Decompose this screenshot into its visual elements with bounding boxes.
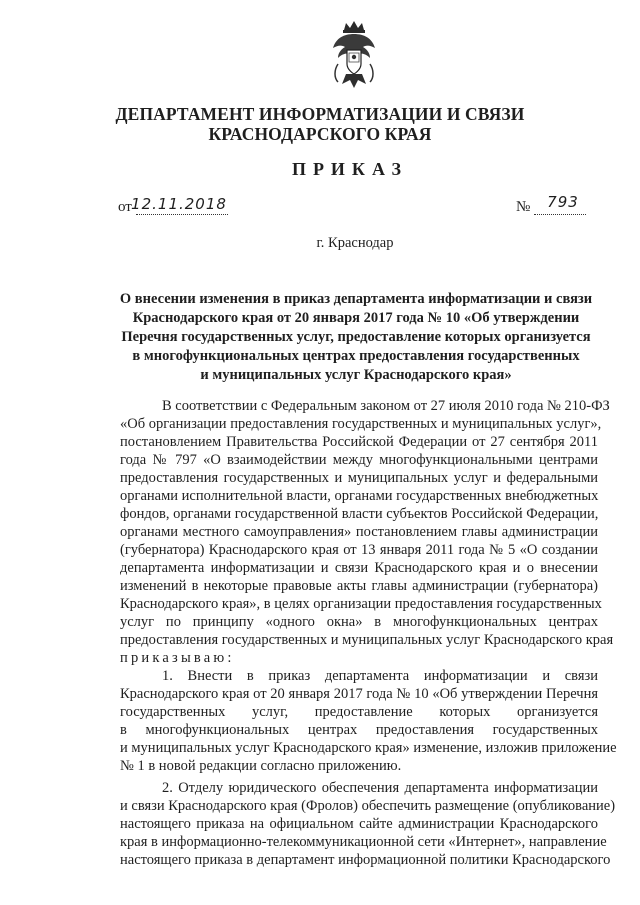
body-text-line: Краснодарского края», в целях организации предоставления государственных: [120, 596, 602, 612]
document-title-line: Перечня государственных услуг, предоставление которых организуется: [121, 329, 591, 345]
document-number: 793: [547, 193, 579, 211]
body-text-line: услуг по принципу «одного окна» в многофункциональных центрах: [120, 614, 598, 630]
clause-2-line: края в информационно-телекоммуникационной сети «Интернет», направление: [120, 834, 607, 850]
date-underline: [136, 214, 228, 215]
body-text-line: изменений в некоторые правовые акты главы администрации (губернатора): [120, 578, 598, 594]
clause-1-line: и муниципальных услуг Краснодарского края» изменение, изложив приложение: [120, 740, 617, 756]
body-text-line: органами исполнительной власти, органами государственных внебюджетных: [120, 488, 599, 504]
coat-of-arms-icon: [330, 20, 378, 92]
document-title-line: и муниципальных услуг Краснодарского края»: [200, 367, 512, 383]
document-title-line: О внесении изменения в приказ департамента информатизации и связи: [119, 291, 593, 307]
body-text-line: постановлением Правительства Российской Федерации от 27 сентября 2011: [120, 434, 598, 450]
document-title-line: в многофункциональных центрах предоставления государственных: [132, 348, 580, 364]
clause-1-line: государственных услуг, предоставление которых организуется: [120, 704, 598, 720]
number-underline: [534, 214, 586, 215]
clause-2-line: и связи Краснодарского края (Фролов) обеспечить размещение (опубликование): [120, 798, 616, 814]
clause-1-line: № 1 в новой редакции согласно приложению.: [120, 758, 402, 774]
city-name: г. Краснодар: [316, 235, 394, 251]
body-text-line: (губернатора) Краснодарского края от 13 января 2011 года № 5 «О создании: [120, 542, 598, 558]
body-text-line: предоставления государственных и муниципальных услуг и федеральными: [120, 470, 598, 486]
clause-1-line: 1. Внести в приказ департамента информатизации и связи: [162, 668, 598, 684]
clause-2-line: настоящего приказа на официальном сайте администрации Краснодарского: [120, 816, 598, 832]
clause-1-line: Краснодарского края от 20 января 2017 года № 10 «Об утверждении Перечня: [120, 686, 598, 702]
organization-name-line-2: КРАСНОДАРСКОГО КРАЯ: [208, 124, 432, 144]
body-text-line: года № 797 «О взаимодействии между многофункциональными центрами: [120, 452, 598, 468]
clause-2-line: 2. Отделу юридического обеспечения департамента информатизации: [162, 780, 598, 796]
body-text-line: фондов, органами государственной власти субъектов Российской Федерации,: [120, 506, 599, 522]
clause-1-line: в многофункциональных центрах предоставления государственных: [120, 722, 598, 738]
body-text-line: предоставления государственных и муниципальных услуг Краснодарского края: [120, 632, 614, 648]
body-text-line: департамента информатизации и связи Краснодарского края и о внесении: [120, 560, 598, 576]
number-prefix: №: [516, 199, 531, 215]
body-text-line: В соответствии с Федеральным законом от 27 июля 2010 года № 210-ФЗ: [162, 398, 610, 414]
document-type-title: ПРИКАЗ: [291, 159, 409, 179]
organization-name-line-1: ДЕПАРТАМЕНТ ИНФОРМАТИЗАЦИИ И СВЯЗИ: [115, 104, 525, 124]
document-title-line: Краснодарского края от 20 января 2017 года № 10 «Об утверждении: [132, 310, 580, 326]
document-date: 12.11.2018: [131, 195, 227, 213]
date-prefix: от: [118, 199, 132, 215]
clause-2-line: настоящего приказа в департамент информационной политики Краснодарского: [120, 852, 611, 868]
order-word-prikazyvayu: приказываю:: [120, 650, 235, 666]
body-text-line: органами местного самоуправления» постановлением главы администрации: [120, 524, 598, 540]
body-text-line: «Об организации предоставления государственных и муниципальных услуг»,: [120, 416, 602, 432]
